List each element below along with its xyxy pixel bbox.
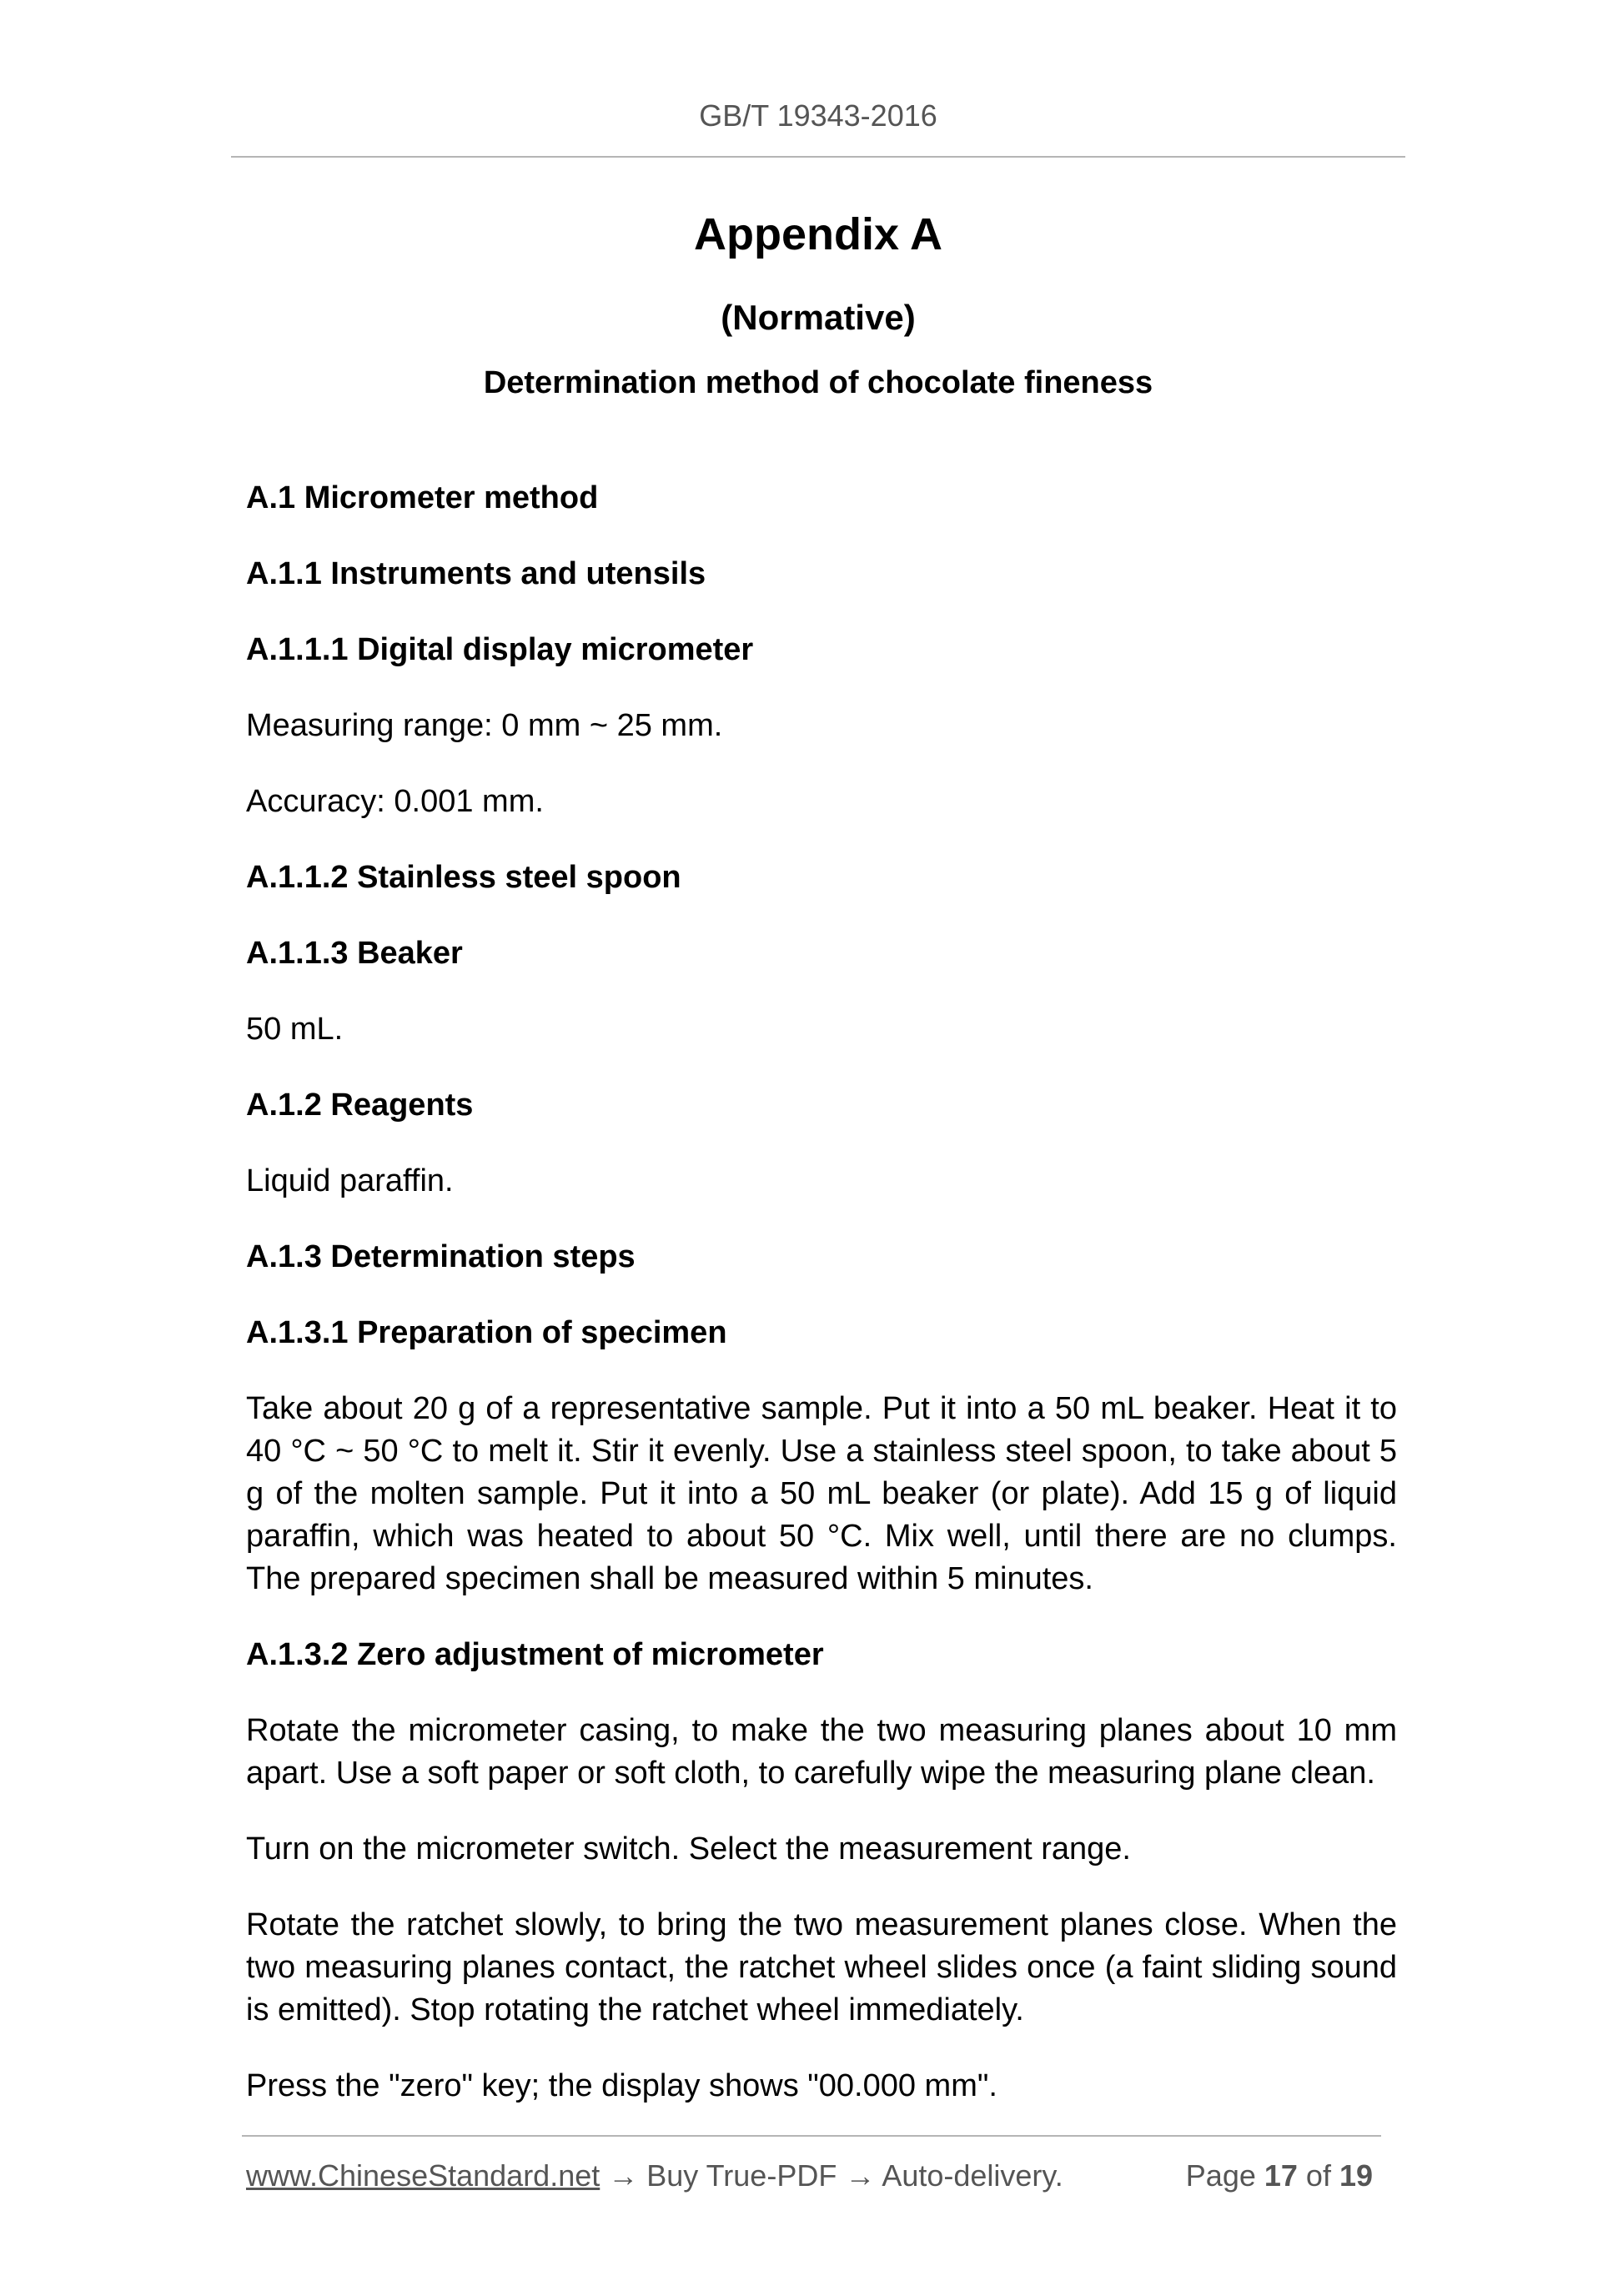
beaker-volume-text: 50 mL. [246, 1012, 344, 1047]
section-heading-a132: A.1.3.2 Zero adjustment of micrometer [246, 1637, 824, 1672]
page-footer [246, 2158, 1380, 2193]
reagents-text: Liquid paraffin. [246, 1163, 454, 1198]
appendix-subject: Determination method of chocolate fineness [483, 365, 1153, 400]
section-heading-a113: A.1.1.3 Beaker [246, 936, 463, 971]
page-indicator [1186, 2158, 1373, 2193]
current-page-number: 17 [1264, 2158, 1298, 2193]
zero-adjustment-paragraph-2: Turn on the micrometer switch. Select the measurement range. [246, 1831, 1131, 1866]
section-heading-a112: A.1.1.2 Stainless steel spoon [246, 860, 681, 895]
page-of-label: of [1297, 2158, 1339, 2193]
total-page-number: 19 [1339, 2158, 1373, 2193]
page-label: Page [1185, 2158, 1264, 2193]
footer-promo-text: → Buy True-PDF → Auto-delivery. [600, 2158, 1063, 2193]
header-divider [231, 156, 1405, 158]
website-link[interactable]: www.ChineseStandard.net [246, 2158, 600, 2193]
specimen-preparation-paragraph: Take about 20 g of a representative sample. Put it into a 50 mL beaker. Heat it to 40 °C ~ 50 °C to melt it. Stir it evenly. Use a stainless steel spoon, to take about 5 g of the molten sample. Put it into a 50 mL beaker (or plate). Add 15 g of liquid paraffin, which was heated to about 50 °C. Mix well, until there are no clumps. The prepared specimen shall be measured within 5 minutes. [246, 1391, 1397, 1596]
zero-adjustment-paragraph-1: Rotate the micrometer casing, to make the two measuring planes about 10 mm apart. Use a soft paper or soft cloth, to carefully wipe the measuring plane clean. [246, 1713, 1397, 1791]
section-heading-a11: A.1.1 Instruments and utensils [246, 556, 706, 591]
measuring-range-text: Measuring range: 0 mm ~ 25 mm. [246, 708, 723, 743]
document-code-header: GB/T 19343-2016 [699, 98, 937, 133]
section-heading-a131: A.1.3.1 Preparation of specimen [246, 1315, 727, 1350]
appendix-type: (Normative) [721, 298, 916, 337]
document-body [246, 477, 1397, 2141]
footer-divider [242, 2135, 1381, 2137]
section-heading-a12: A.1.2 Reagents [246, 1088, 474, 1123]
accuracy-text: Accuracy: 0.001 mm. [246, 784, 544, 819]
zero-adjustment-paragraph-4: Press the "zero" key; the display shows "00.000 mm". [246, 2068, 997, 2103]
section-heading-a1: A.1 Micrometer method [246, 480, 599, 515]
zero-adjustment-paragraph-3: Rotate the ratchet slowly, to bring the two measurement planes close. When the two measuring planes contact, the ratchet wheel slides once (a faint sliding sound is emitted). Stop rotating the ratchet wheel immediately. [246, 1907, 1397, 2027]
section-heading-a13: A.1.3 Determination steps [246, 1239, 636, 1274]
appendix-title: Appendix A [693, 209, 942, 259]
section-heading-a111: A.1.1.1 Digital display micrometer [246, 632, 754, 667]
